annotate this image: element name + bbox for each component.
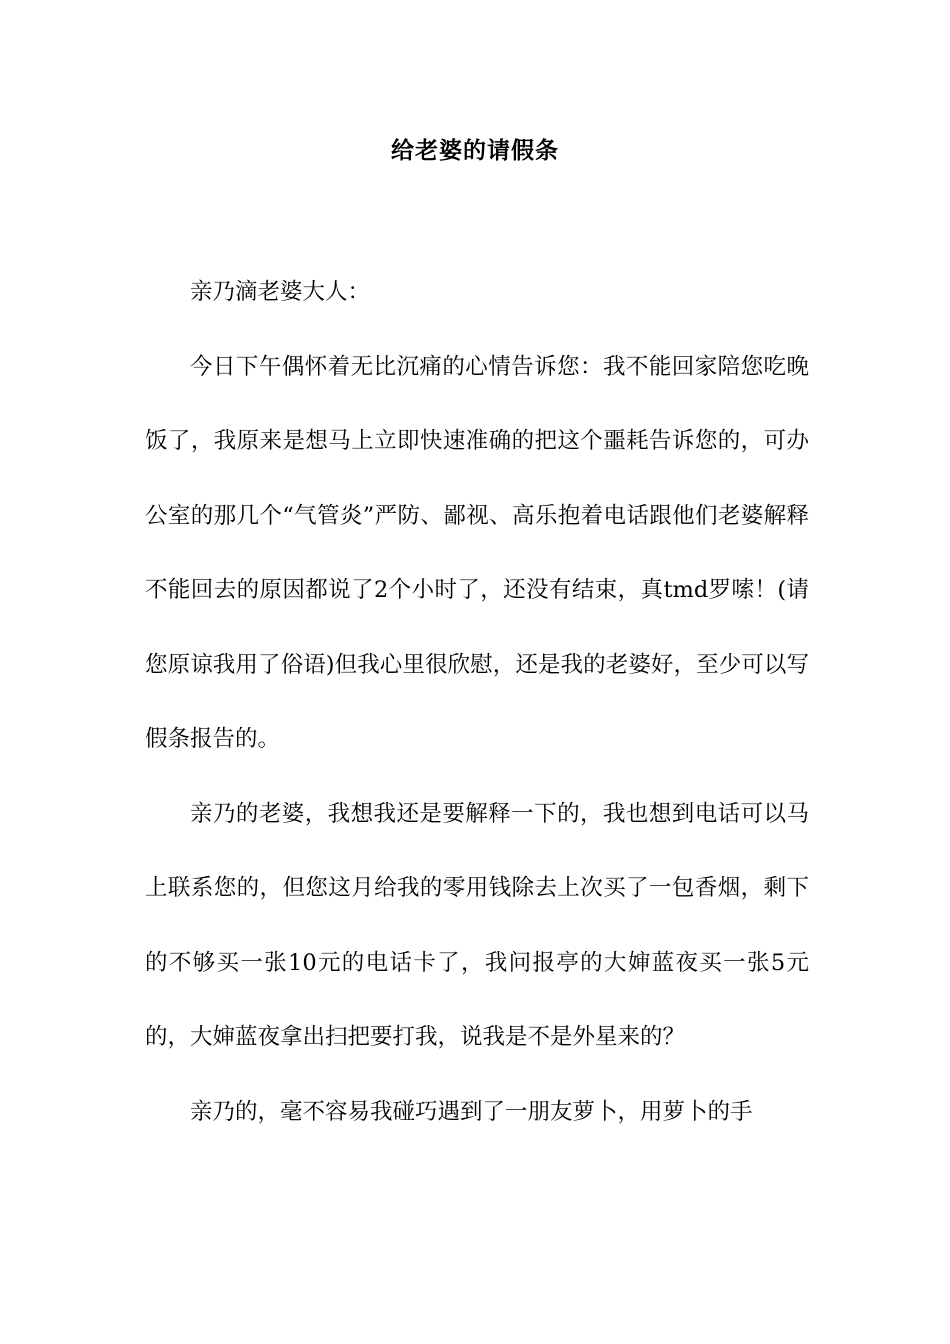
paragraph-3: 亲乃的，毫不容易我碰巧遇到了一朋友萝卜，用萝卜的手 xyxy=(190,1098,753,1125)
salutation: 亲乃滴老婆大人： xyxy=(190,279,371,305)
document-title: 给老婆的请假条 xyxy=(391,137,559,164)
document-body xyxy=(145,255,809,1149)
paragraph-2: 亲乃的老婆，我想我还是要解释一下的，我也想到电话可以马上联系您的，但您这月给我的零用钱除去上次买了一包香烟，剩下的不够买一张10元的电话卡了，我问报亭的大婶蓝夜买一张5元的，大婶蓝夜拿出扫把要打我，说我是不是外星来的？ xyxy=(145,800,809,1050)
paragraph-1: 今日下午偶怀着无比沉痛的心情告诉您：我不能回家陪您吃晚饭了，我原来是想马上立即快速准确的把这个噩耗告诉您的，可办公室的那几个“气管炎”严防、鄙视、高乐抱着电话跟他们老婆解释不能回去的原因都说了2个小时了，还没有结束，真tmd罗嗦！(请您原谅我用了俗语)但我心里很欣慰，还是我的老婆好，至少可以写假条报告的。 xyxy=(145,353,809,752)
